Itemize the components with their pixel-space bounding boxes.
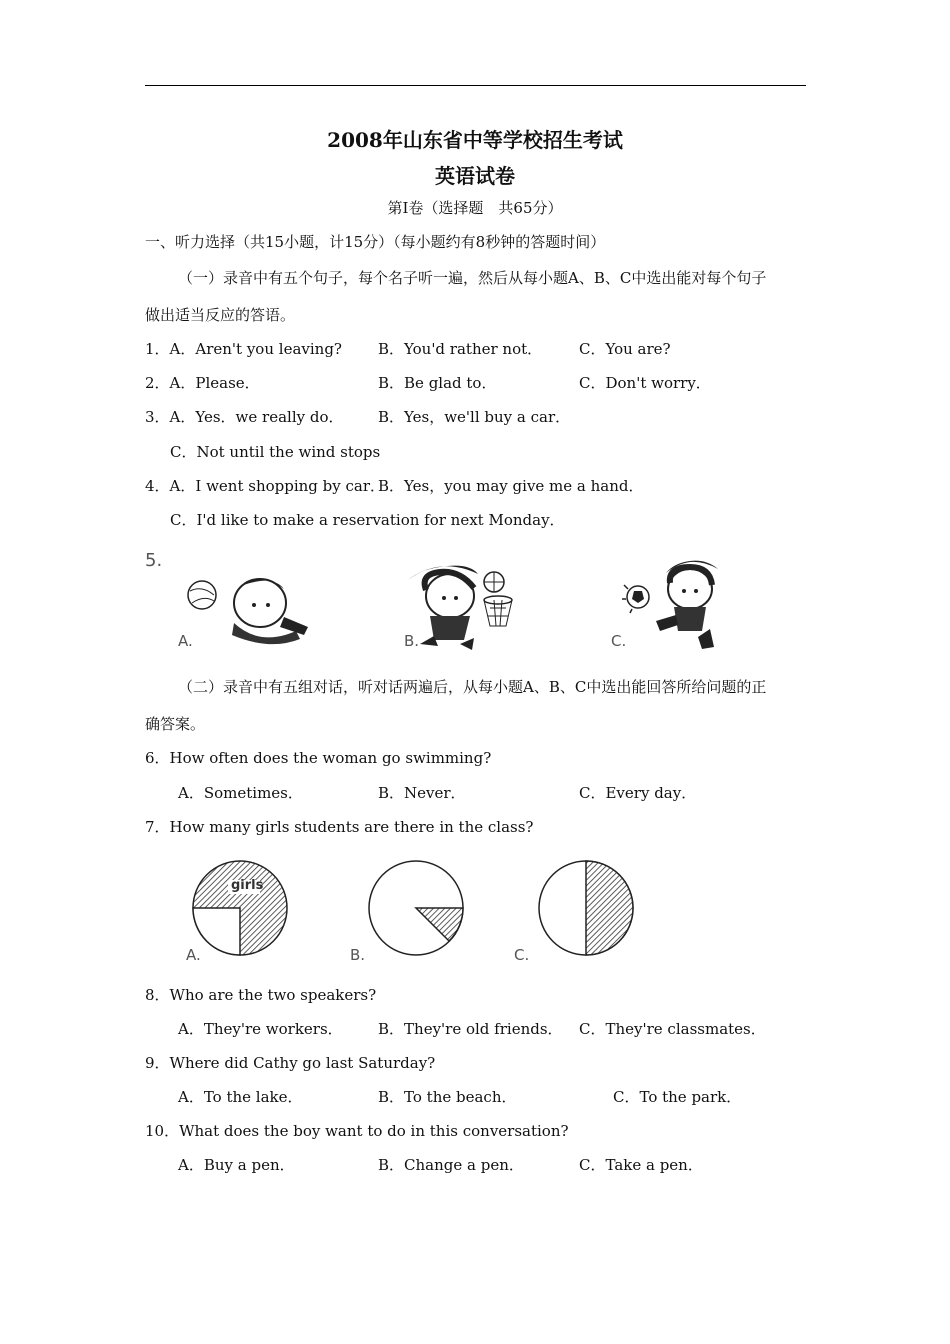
- q1-option-b: B．You'd rather not．: [378, 340, 543, 358]
- q6-option-c: C．Every day．: [579, 784, 697, 802]
- q1-option-c: C．You are?: [579, 340, 671, 358]
- q5-label-b: B.: [404, 632, 420, 650]
- q6-option-b: B．Never．: [378, 784, 466, 802]
- q6-option-a: A．Sometimes．: [178, 784, 303, 802]
- q5-number: 5.: [145, 550, 163, 571]
- q9-option-b: B．To the beach．: [378, 1088, 517, 1106]
- q4-option-c: C．I'd like to make a reservation for next Monday．: [170, 511, 565, 529]
- q7-pie-c: [538, 860, 638, 960]
- q7-stem: 7．How many girls students are there in the class?: [145, 818, 534, 836]
- q2-option-b: B．Be glad to．: [378, 374, 497, 392]
- part-heading: 第Ⅰ卷（选择题 共65分）: [387, 199, 563, 217]
- q5-label-a: A.: [178, 632, 193, 650]
- q8-option-c: C．They're classmates．: [579, 1020, 766, 1038]
- q9-stem: 9．Where did Cathy go last Saturday?: [145, 1054, 436, 1072]
- q4-option-a: 4．A．I went shopping by car．: [145, 477, 386, 495]
- q7-label-a: A.: [186, 946, 201, 964]
- q8-option-b: B．They're old friends．: [378, 1020, 563, 1038]
- q10-option-c: C．Take a pen．: [579, 1156, 703, 1174]
- q10-option-b: B．Change a pen．: [378, 1156, 524, 1174]
- q5-picture-b-basketball: [400, 560, 550, 655]
- q4-option-b: B．Yes，you may give me a hand．: [378, 477, 644, 495]
- q9-option-a: A．To the lake．: [178, 1088, 303, 1106]
- q8-stem: 8．Who are the two speakers?: [145, 986, 377, 1004]
- q6-stem: 6．How often does the woman go swimming?: [145, 749, 492, 767]
- top-rule: [145, 85, 806, 86]
- q1-option-a: 1．A．Aren't you leaving?: [145, 340, 342, 358]
- q8-option-a: A．They're workers．: [178, 1020, 343, 1038]
- q5-picture-c-soccer: [610, 555, 740, 655]
- q5-label-c: C.: [611, 632, 627, 650]
- q3-option-a: 3．A．Yes．we really do．: [145, 408, 344, 426]
- q2-option-a: 2．A．Please．: [145, 374, 260, 392]
- exam-subtitle: 英语试卷: [435, 164, 515, 188]
- q3-option-c: C．Not until the wind stops: [170, 443, 381, 461]
- q10-option-a: A．Buy a pen．: [178, 1156, 295, 1174]
- q7-girls-label: girls: [231, 878, 264, 893]
- q10-stem: 10．What does the boy want to do in this conversation?: [145, 1122, 569, 1140]
- q7-pie-a: [190, 860, 295, 960]
- sub1-instruction-line1: （一）录音中有五个句子，每个名子听一遍，然后从每小题A、B、C中选出能对每个句子: [178, 269, 767, 287]
- q5-picture-a-volleyball: [180, 565, 320, 655]
- section1-heading: 一、听力选择（共15小题，计15分）（每小题约有8秒钟的答题时间）: [145, 233, 606, 251]
- q3-option-b: B．Yes，we'll buy a car．: [378, 408, 571, 426]
- sub2-instruction-line2: 确答案。: [145, 715, 206, 733]
- q9-option-c: C．To the park．: [613, 1088, 742, 1106]
- exam-title: 2008年山东省中等学校招生考试: [327, 128, 623, 152]
- q7-label-c: C.: [514, 946, 530, 964]
- sub1-instruction-line2: 做出适当反应的答语。: [145, 306, 296, 324]
- q2-option-c: C．Don't worry．: [579, 374, 711, 392]
- q7-label-b: B.: [350, 946, 366, 964]
- sub2-instruction-line1: （二）录音中有五组对话，听对话两遍后，从每小题A、B、C中选出能回答所给问题的正: [178, 678, 767, 696]
- q7-pie-b: [368, 860, 468, 960]
